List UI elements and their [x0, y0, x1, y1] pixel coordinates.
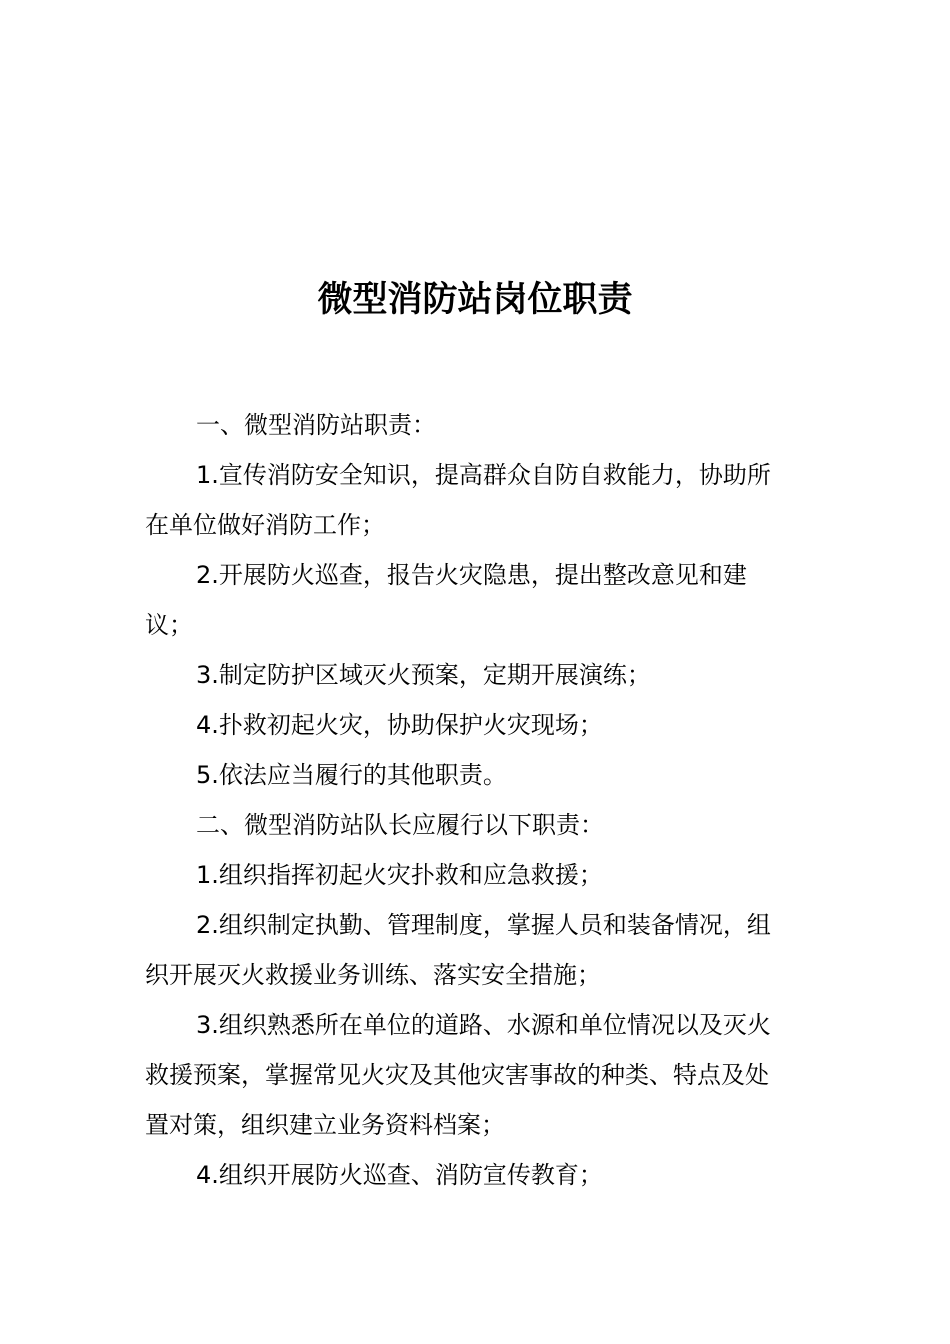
station-duty-item: 4.扑救初起火灾，协助保护火灾现场； — [196, 711, 603, 739]
station-duty-item: 2.开展防火巡查，报告火灾隐患，提出整改意见和建议； — [145, 561, 747, 639]
section-heading-captain-duties: 二、微型消防站队长应履行以下职责： — [196, 811, 604, 839]
station-duty-item: 5.依法应当履行的其他职责。 — [196, 761, 507, 789]
captain-duty-item: 3.组织熟悉所在单位的道路、水源和单位情况以及灭火救援预案，掌握常见火灾及其他灾害事故的种类、特点及处置对策，组织建立业务资料档案； — [145, 1011, 771, 1139]
station-duty-item: 3.制定防护区域灭火预案，定期开展演练； — [196, 661, 651, 689]
captain-duty-item: 2.组织制定执勤、管理制度，掌握人员和装备情况，组织开展灭火救援业务训练、落实安全措施； — [145, 911, 771, 989]
document-body — [145, 400, 790, 1200]
captain-duty-item: 4.组织开展防火巡查、消防宣传教育； — [196, 1161, 603, 1189]
document-title: 微型消防站岗位职责 — [317, 280, 633, 320]
station-duty-item: 1.宣传消防安全知识，提高群众自防自救能力，协助所在单位做好消防工作； — [145, 461, 771, 539]
section-heading-station-duties: 一、微型消防站职责： — [196, 411, 436, 439]
captain-duty-item: 1.组织指挥初起火灾扑救和应急救援； — [196, 861, 603, 889]
